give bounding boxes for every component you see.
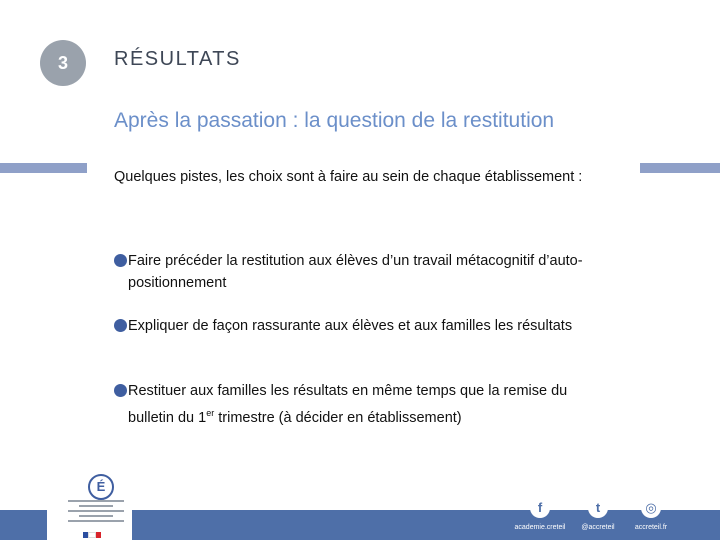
facebook-icon: f: [530, 498, 550, 518]
slide-subtitle: Après la passation : la question de la restitution: [114, 109, 555, 132]
bullet-text: Expliquer de façon rassurante aux élèves et aux familles les résultats: [128, 318, 573, 334]
footer-link-facebook[interactable]: [512, 498, 568, 531]
ministry-logo: É: [60, 470, 130, 540]
intro-text: Quelques pistes, les choix sont à faire au sein de chaque établissement :: [114, 169, 583, 185]
footer-link-label: accreteil.fr: [634, 524, 668, 531]
twitter-icon: t: [588, 498, 608, 518]
accent-bar-right: [640, 163, 720, 173]
footer-bar-left: [0, 510, 47, 540]
bullet-text-before: Restituer aux familles les résultats en même temps que la remise du bulletin du 1: [128, 383, 568, 426]
bullet-text-after: trimestre (à décider en établissement): [214, 409, 462, 426]
bullet-dot-icon: [114, 384, 127, 397]
accent-bar-left: [0, 163, 87, 173]
bullet-item: [114, 380, 614, 429]
bullet-dot-icon: [114, 254, 127, 267]
bullet-text-sup: er: [206, 408, 215, 418]
footer-link-label: academie.creteil: [514, 524, 566, 531]
bullet-item: [114, 250, 614, 294]
section-number-badge: [40, 40, 86, 86]
bullet-dot-icon: [114, 319, 127, 332]
bullet-item: [114, 315, 614, 337]
footer-link-twitter[interactable]: [570, 498, 626, 531]
footer-link-label: @accreteil: [581, 524, 615, 531]
section-number: 3: [57, 52, 68, 73]
section-title: RÉSULTATS: [114, 48, 241, 70]
bullet-text: Faire précéder la restitution aux élèves d’un travail métacognitif d’auto-positionnement: [128, 253, 583, 291]
footer-link-website[interactable]: [623, 498, 679, 531]
dribbble-icon: ◎: [641, 498, 661, 518]
